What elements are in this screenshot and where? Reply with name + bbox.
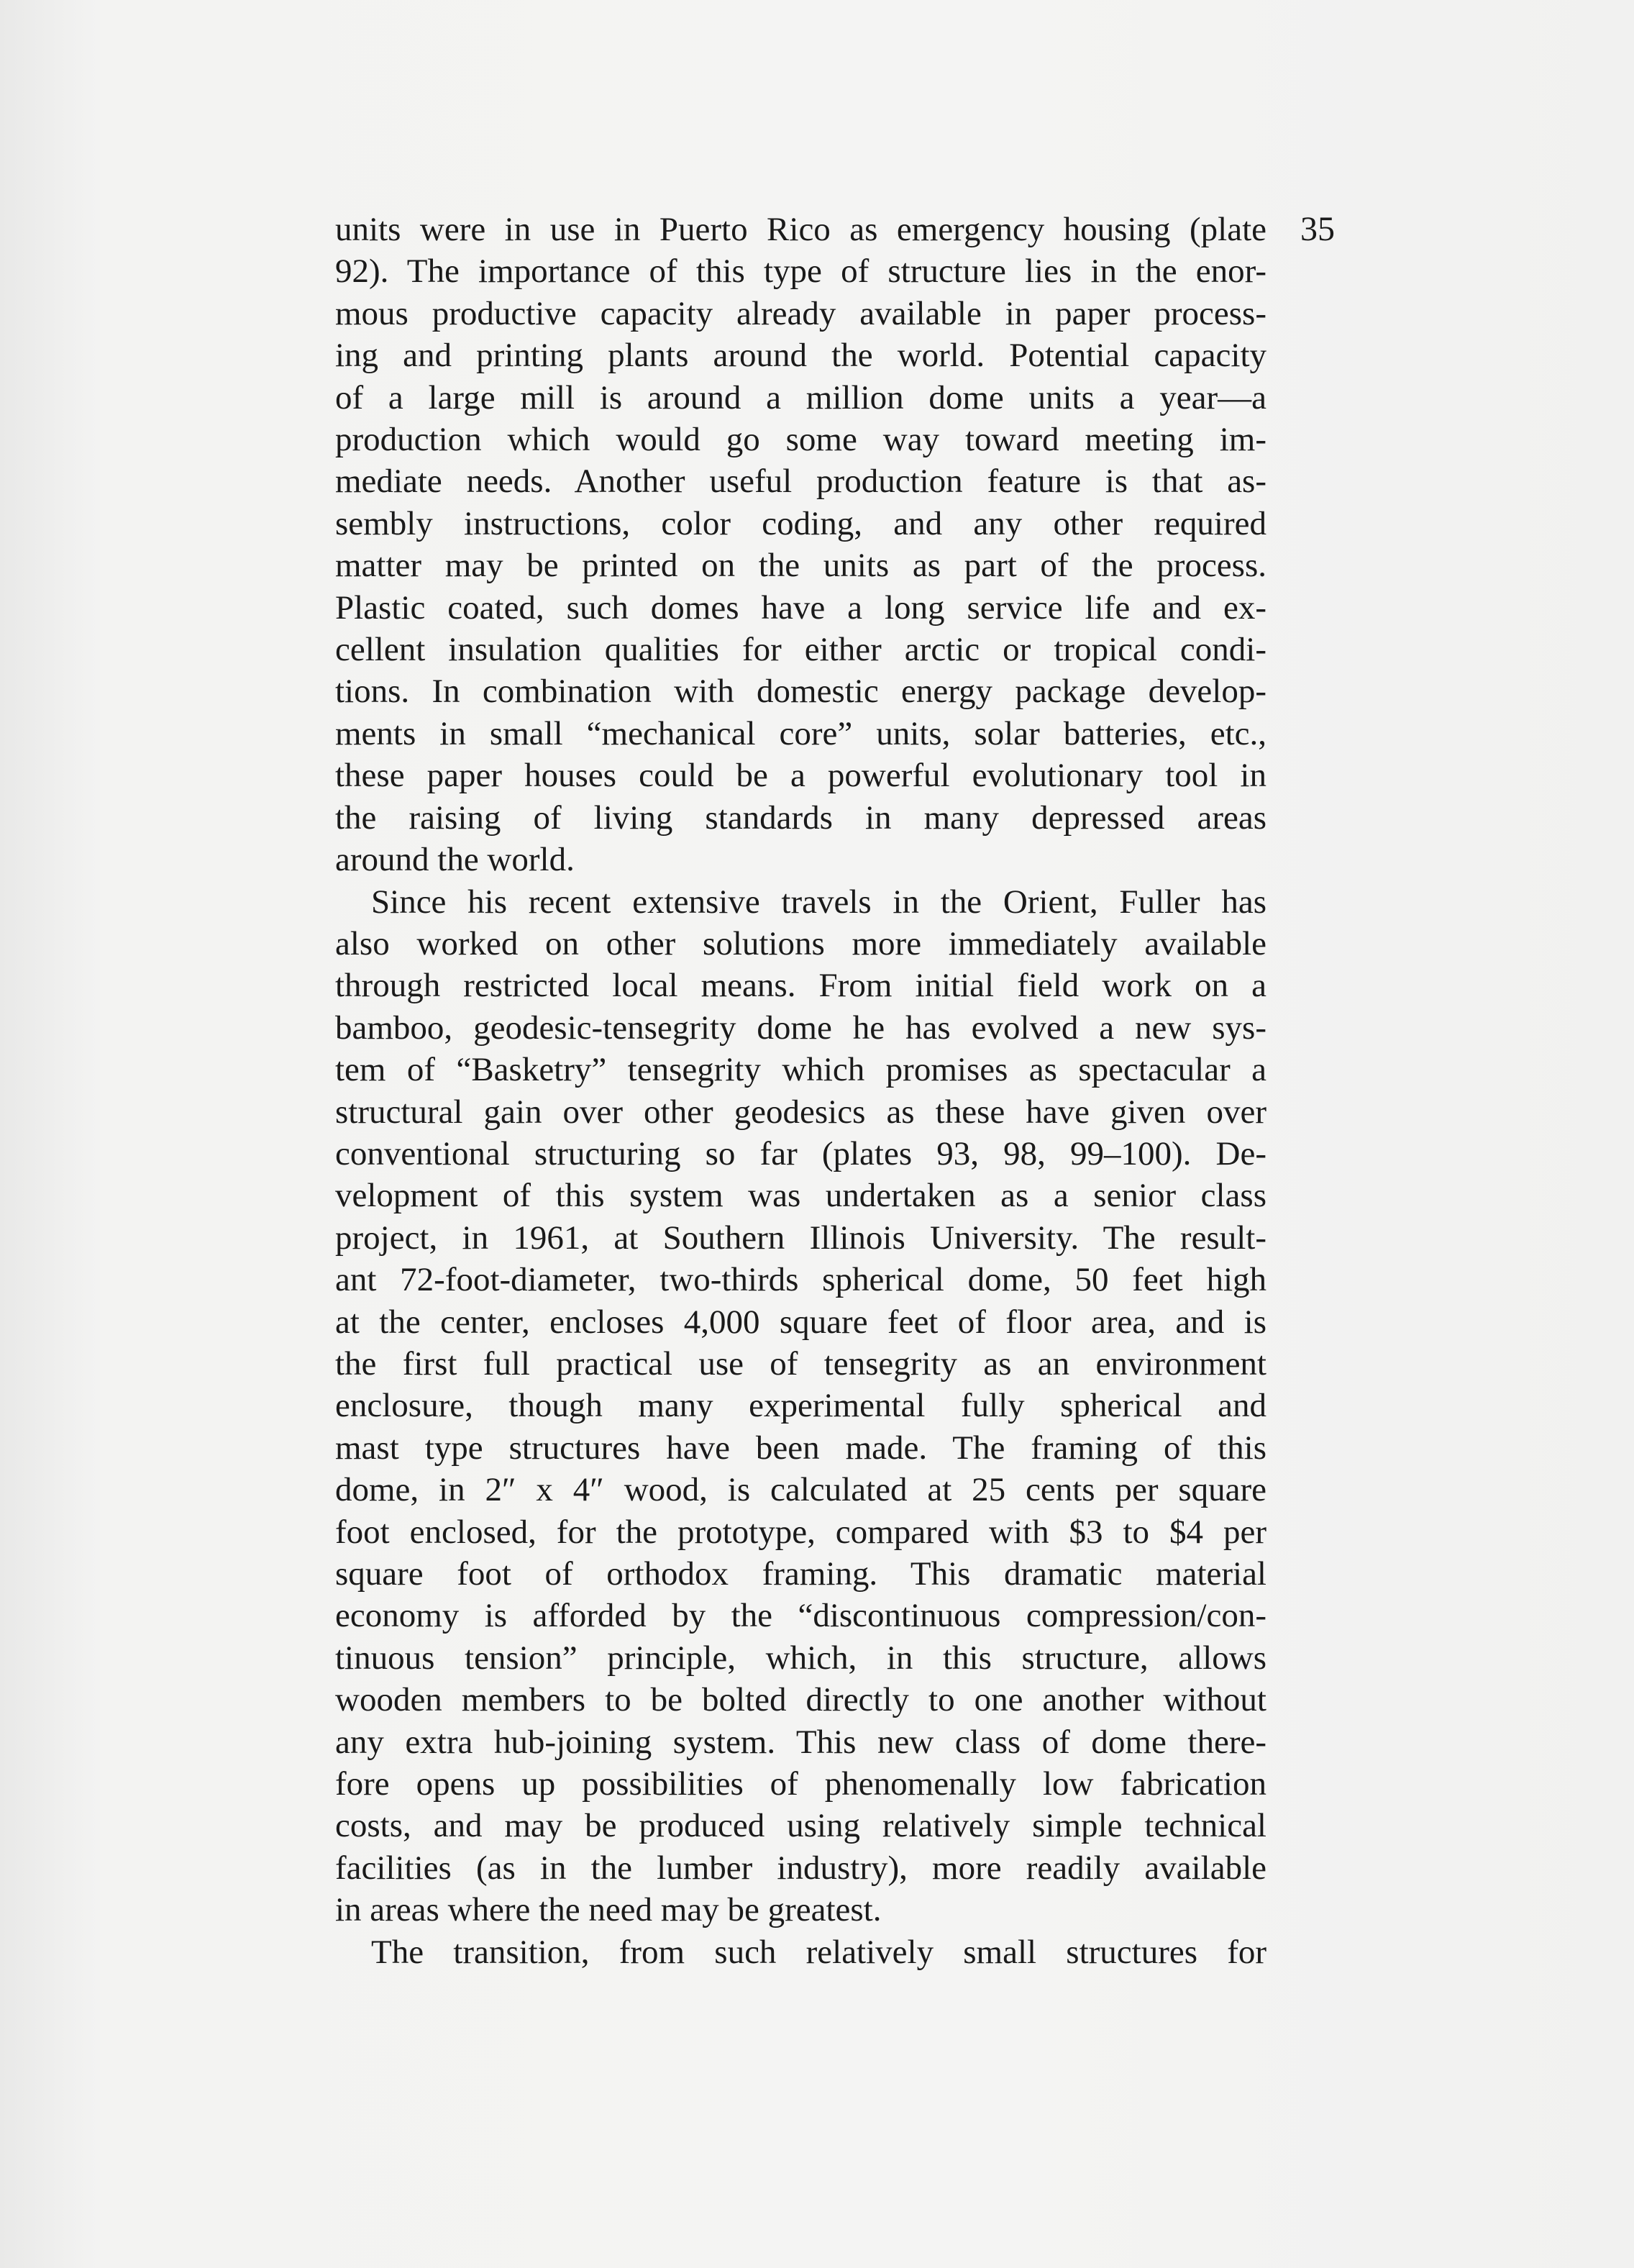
text-line: tions. In combination with domestic energy package develop- (335, 673, 1266, 711)
text-line: costs, and may be produced using relatively simple technical (335, 1807, 1266, 1845)
text-line: project, in 1961, at Southern Illinois University. The result- (335, 1219, 1266, 1257)
text-line: the first full practical use of tensegrity as an environment (335, 1344, 1266, 1383)
text-line: production which would go some way toward meeting im- (335, 421, 1266, 459)
text-line: mediate needs. Another useful production feature is that as- (335, 463, 1266, 501)
text-line: facilities (as in the lumber industry), more readily available (335, 1849, 1266, 1887)
paragraph-3 (335, 1931, 1266, 1973)
text-line: wooden members to be bolted directly to one another without (335, 1681, 1266, 1719)
text-line: matter may be printed on the units as part of the process. (335, 547, 1266, 585)
text-line: square foot of orthodox framing. This dramatic material (335, 1555, 1266, 1593)
text-line: ing and printing plants around the world. Potential capacity (335, 337, 1266, 375)
text-line: mous productive capacity already available in paper process- (335, 294, 1266, 332)
text-line: structural gain over other geodesics as these have given over (335, 1093, 1266, 1131)
paragraph-1 (335, 209, 1266, 881)
text-line: Plastic coated, such domes have a long service life and ex- (335, 588, 1266, 627)
text-line: enclosure, though many experimental fully spherical and (335, 1387, 1266, 1425)
text-line: 92). The importance of this type of structure lies in the enor- (335, 252, 1266, 291)
text-line: through restricted local means. From initial field work on a (335, 967, 1266, 1005)
text-line: cellent insulation qualities for either arctic or tropical condi- (335, 631, 1266, 669)
text-line: dome, in 2″ x 4″ wood, is calculated at 25 cents per square (335, 1471, 1266, 1509)
text-line: of a large mill is around a million dome units a year—a (335, 378, 1266, 416)
text-line: The transition, from such relatively small structures for (371, 1933, 1266, 1971)
text-line: at the center, encloses 4,000 square feet of floor area, and is (335, 1303, 1266, 1341)
text-line: sembly instructions, color coding, and any other required (335, 504, 1266, 542)
text-line: tinuous tension” principle, which, in this structure, allows (335, 1639, 1266, 1677)
text-line: Since his recent extensive travels in the Orient, Fuller has (371, 883, 1266, 921)
text-line: these paper houses could be a powerful evolutionary tool in (335, 757, 1266, 795)
text-line: mast type structures have been made. The framing of this (335, 1429, 1266, 1467)
text-line: in areas where the need may be greatest. (335, 1891, 882, 1929)
text-line: any extra hub-joining system. This new class of dome there- (335, 1723, 1266, 1761)
text-line: ant 72-foot-diameter, two-thirds spherical dome, 50 feet high (335, 1261, 1266, 1299)
text-line: around the world. (335, 841, 575, 879)
text-line: economy is afforded by the “discontinuous compression/con- (335, 1597, 1266, 1635)
body-text (335, 209, 1266, 1973)
text-line: also worked on other solutions more immediately available (335, 924, 1266, 962)
text-line: the raising of living standards in many depressed areas (335, 798, 1266, 837)
text-line: foot enclosed, for the prototype, compared with $3 to $4 per (335, 1513, 1266, 1551)
text-line: bamboo, geodesic-tensegrity dome he has evolved a new sys- (335, 1008, 1266, 1047)
text-line: tem of “Basketry” tensegrity which promises as spectacular a (335, 1051, 1266, 1089)
text-line: ments in small “mechanical core” units, solar batteries, etc., (335, 714, 1266, 752)
page-number: 35 (1300, 210, 1335, 248)
text-line: velopment of this system was undertaken as a senior class (335, 1177, 1266, 1215)
text-line: fore opens up possibilities of phenomenally low fabrication (335, 1765, 1266, 1803)
paragraph-2 (335, 881, 1266, 1931)
text-line: units were in use in Puerto Rico as emergency housing (plate (335, 211, 1266, 248)
text-line: conventional structuring so far (plates 93, 98, 99–100). De- (335, 1134, 1266, 1172)
